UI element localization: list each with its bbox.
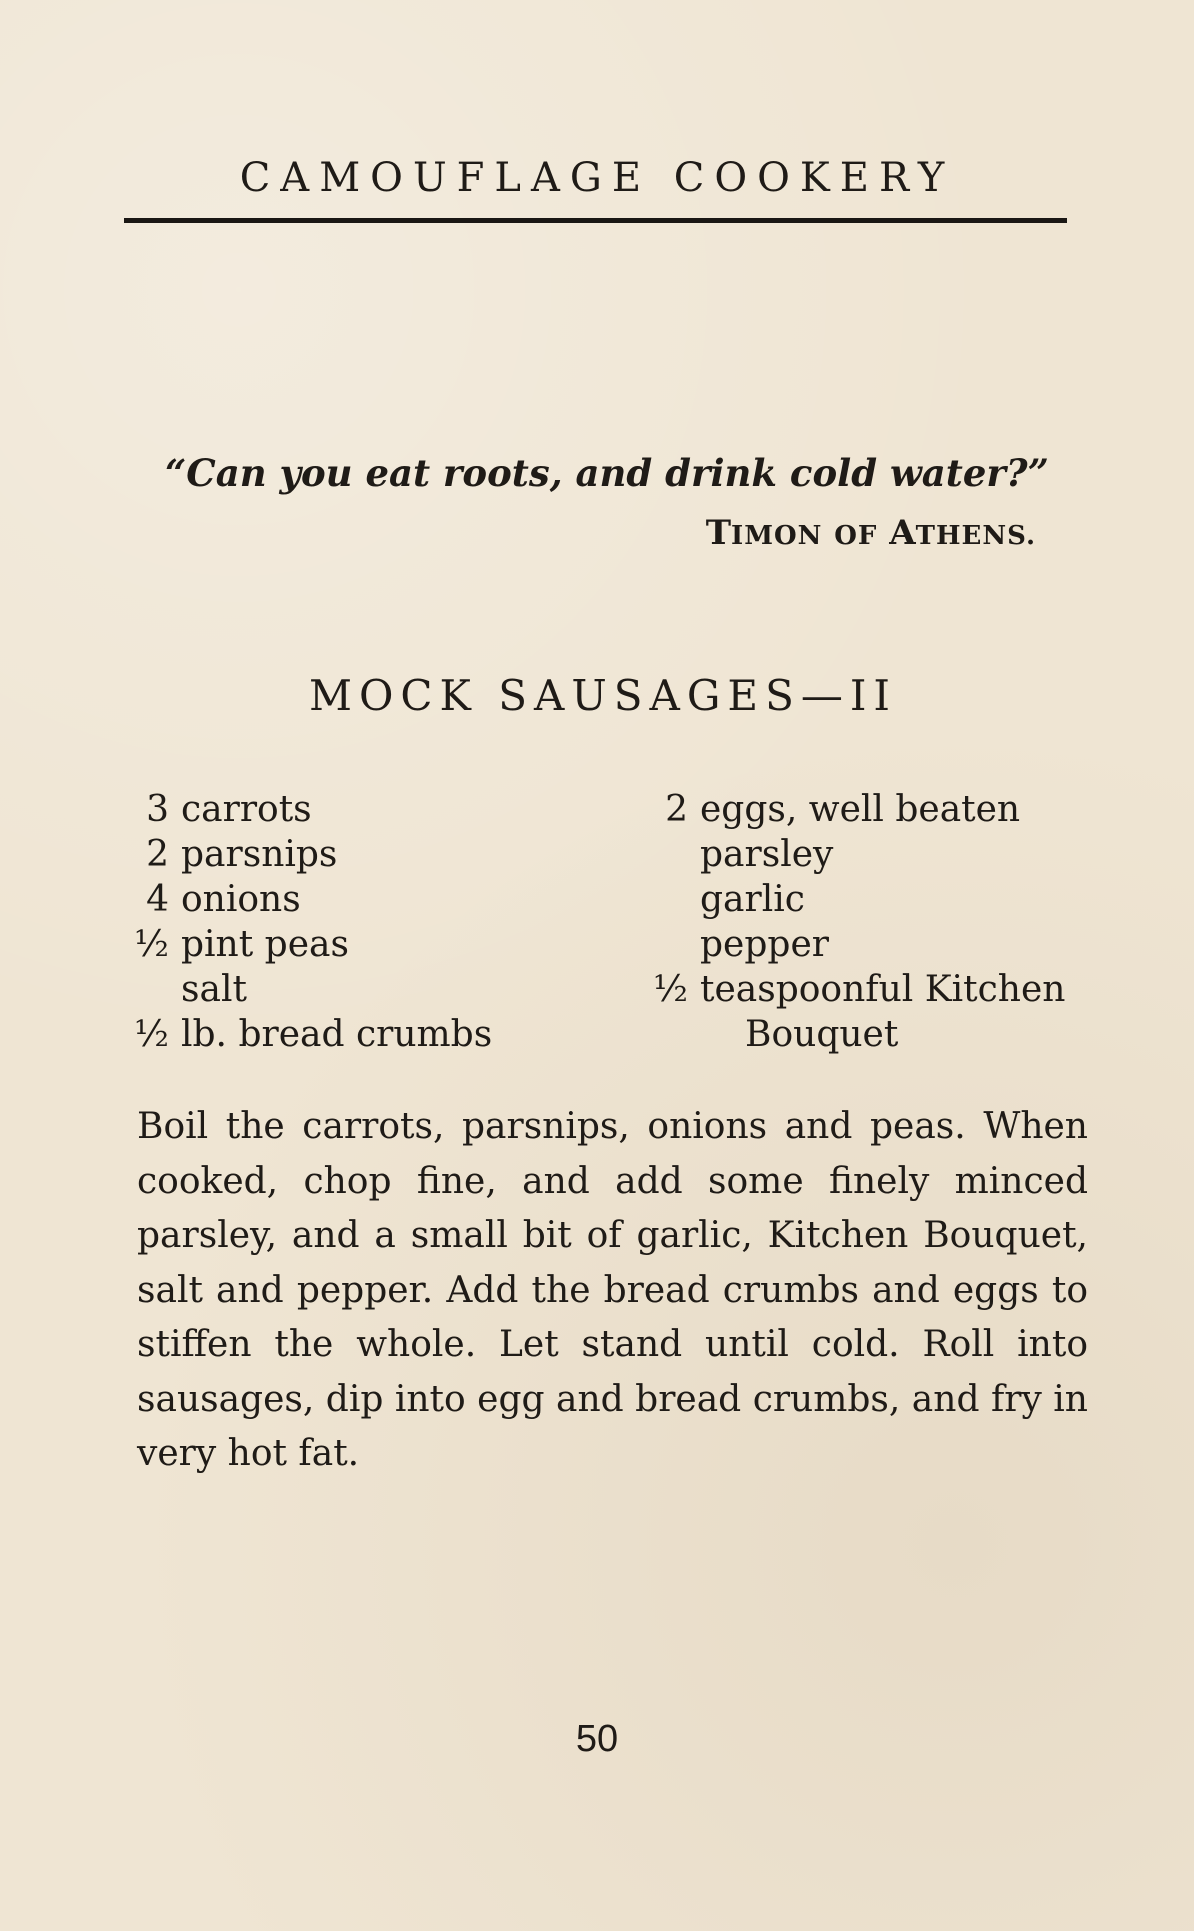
ingredient-name: carrots [181,789,312,830]
ingredient-row [640,832,1065,877]
attribution-initial-1: T [705,513,732,553]
ingredient-row [105,832,492,877]
ingredient-name: teaspoonful Kitchen [700,969,1066,1010]
epigraph-attribution [705,513,1036,553]
ingredient-name: salt [181,969,247,1010]
ingredient-row [640,787,1065,832]
ingredient-row [640,967,1065,1012]
ingredient-quantity: 2 [146,834,169,875]
ingredient-quantity [640,832,700,877]
ingredient-row [640,922,1065,967]
ingredient-name: pint peas [181,924,349,965]
ingredients-right-column [640,787,1065,1057]
ingredient-name: parsley [700,834,834,875]
ingredient-row [105,1012,492,1057]
ingredient-quantity [640,877,700,922]
ingredient-quantity: ½ [134,924,169,965]
header-rule [124,218,1067,223]
ingredient-quantity [105,967,181,1012]
ingredient-quantity: ½ [653,969,688,1010]
attribution-word-1: IMON [731,521,823,551]
ingredient-row [105,787,492,832]
ingredient-name: garlic [700,879,805,920]
running-head: CAMOUFLAGE COOKERY [239,155,955,201]
ingredient-row [105,877,492,922]
ingredient-row [105,922,492,967]
attribution-initial-2: A [889,513,916,553]
ingredient-quantity [640,922,700,967]
recipe-instructions: Boil the carrots, parsnips, onions and peas. When cooked, chop fine, and add some finely minced parsley, and a small bit of garlic, Kitchen Bouquet, salt and pepper. Add the bread crumbs and eggs to stiffen the whole. Let stand until cold. Roll into sausages, dip into egg and bread crumbs, and fry in very hot fat. [137,1106,1088,1474]
ingredient-quantity: ½ [134,1014,169,1055]
ingredient-name: eggs, well beaten [700,789,1021,830]
page-number: 50 [575,1718,619,1760]
ingredient-quantity: 3 [146,789,169,830]
ingredient-quantity: 2 [665,789,688,830]
ingredients-left-column [105,787,492,1057]
recipe-title: MOCK SAUSAGES—II [308,671,898,720]
attribution-word-2: OF [834,521,878,551]
ingredient-quantity [640,1012,700,1057]
ingredient-row [105,967,492,1012]
ingredient-row [640,1012,1065,1057]
ingredient-quantity: 4 [146,879,169,920]
ingredient-name: pepper [700,924,829,965]
attribution-word-3: THENS. [915,521,1036,551]
ingredient-name: onions [181,879,301,920]
ingredient-name: Bouquet [745,1014,899,1055]
epigraph-quote: “Can you eat roots, and drink cold water?” [165,451,1049,495]
ingredient-name: lb. bread crumbs [181,1014,493,1055]
ingredient-row [640,877,1065,922]
ingredient-name: parsnips [181,834,338,875]
